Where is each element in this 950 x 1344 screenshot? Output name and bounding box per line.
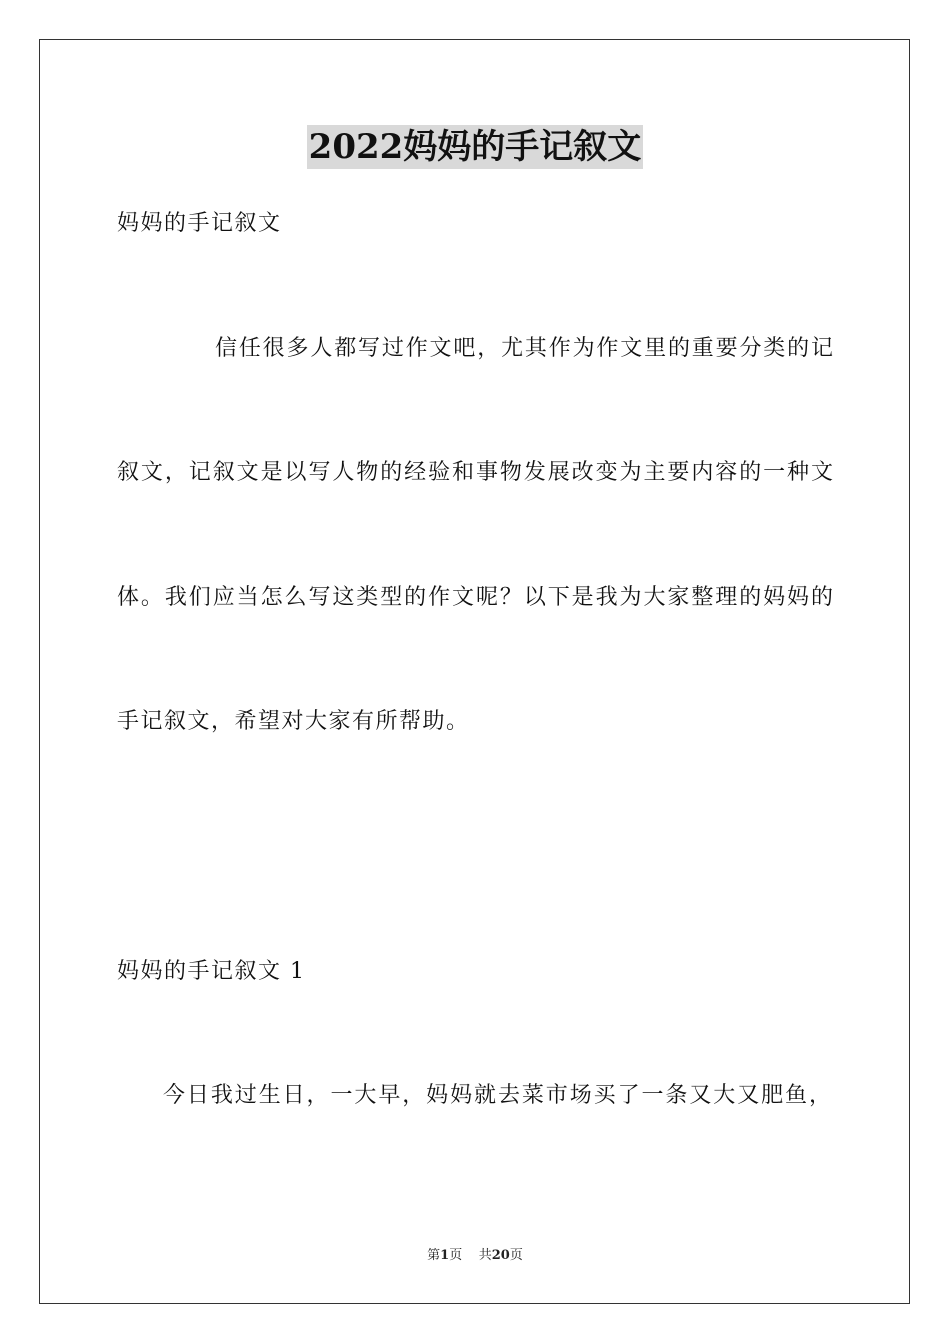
intro-line-2: 叙文，记叙文是以写人物的经验和事物发展改变为主要内容的一种文 [117,460,833,485]
body-line-1: 今日我过生日，一大早，妈妈就去菜市场买了一条又大又肥鱼， [163,1083,831,1108]
total-suffix: 页 [509,1248,523,1263]
intro-line-4: 手记叙文，希望对大家有所帮助。 [117,709,470,734]
intro-line-1: 信任很多人都写过作文吧，尤其作为作文里的重要分类的记 [215,336,833,361]
document-title: 2022妈妈的手记叙文 [308,127,642,167]
total-prefix: 共 [478,1248,492,1263]
title-container [0,125,950,169]
section-heading: 妈妈的手记叙文 1 [117,959,306,984]
intro-line-3: 体。我们应当怎么写这类型的作文呢？以下是我为大家整理的妈妈的 [117,585,833,610]
page-suffix: 页 [449,1248,463,1263]
page-prefix: 第 [427,1248,441,1263]
page-current: 1 [440,1248,450,1263]
document-subtitle: 妈妈的手记叙文 [117,211,282,236]
page-footer [0,1247,950,1265]
page-total: 20 [491,1248,510,1263]
